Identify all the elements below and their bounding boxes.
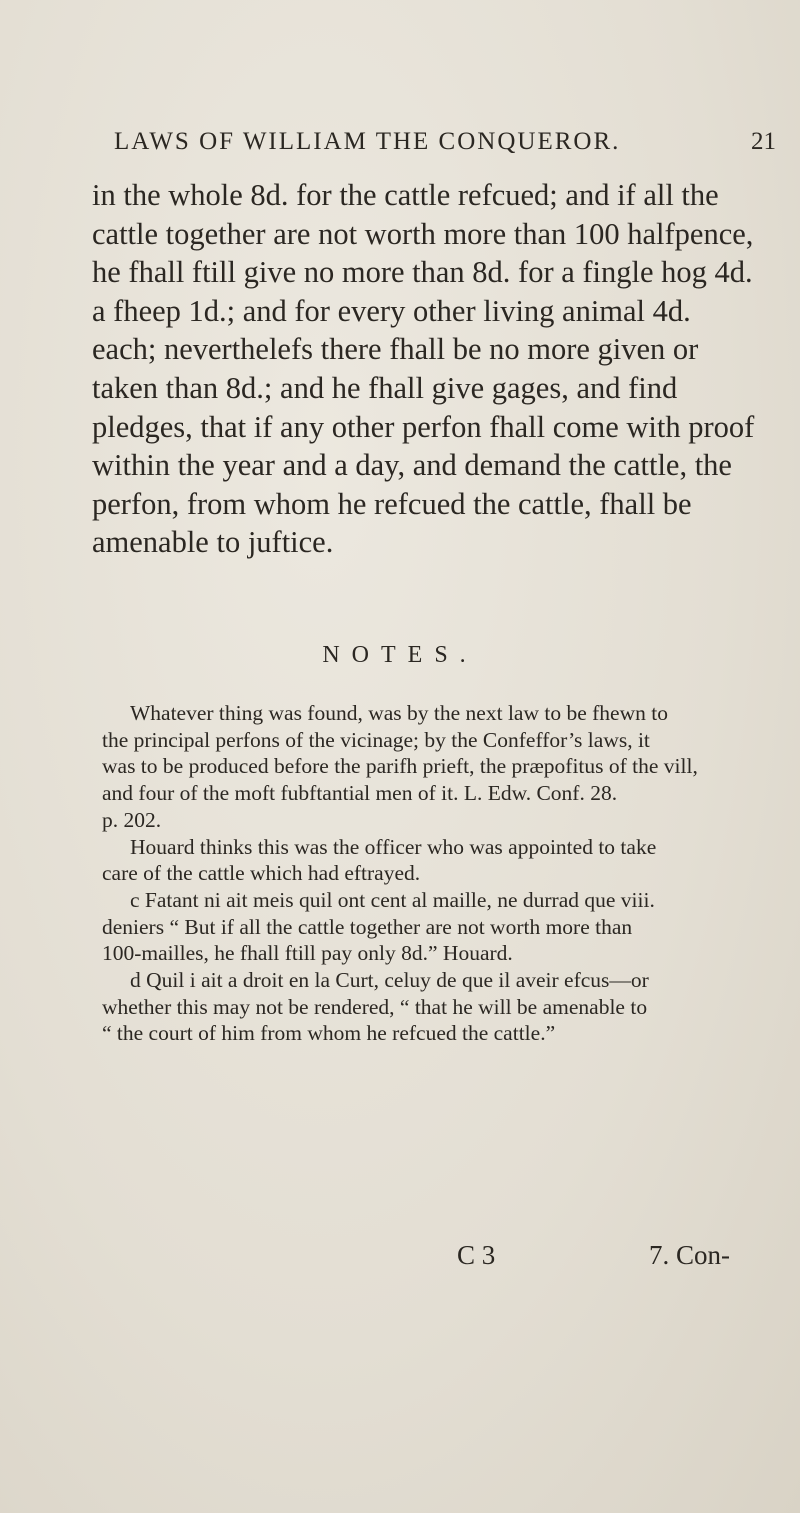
signature-mark: C 3	[457, 1240, 496, 1270]
note-line: care of the cattle which had eftrayed.	[102, 861, 421, 886]
note-line: c Fatant ni ait meis quil ont cent al maille, ne durrad que viii.	[130, 887, 655, 912]
note-line: Houard thinks this was the officer who was appointed to take	[130, 834, 657, 859]
page-footer	[0, 1240, 800, 1280]
text-line: cattle together are not worth more than 100 halfpence,	[92, 216, 754, 251]
note-line: and four of the moft fubftantial men of it. L. Edw. Conf. 28.	[102, 781, 618, 806]
text-line: perfon, from whom he refcued the cattle, fhall be	[92, 486, 692, 521]
note-line: p. 202.	[102, 807, 162, 832]
text-line: each; neverthelefs there fhall be no more given or	[92, 332, 699, 367]
text-line: taken than 8d.; and he fhall give gages, and find	[92, 370, 678, 405]
page-header	[114, 128, 784, 164]
text-line: amenable to juftice.	[92, 525, 334, 560]
main-text	[92, 176, 782, 562]
notes-heading: NOTES.	[322, 642, 478, 668]
note-line: “ the court of him from whom he refcued the cattle.”	[102, 1021, 556, 1046]
notes-text	[102, 700, 782, 1047]
text-line: in the whole 8d. for the cattle refcued; and if all the	[92, 178, 719, 212]
text-line: within the year and a day, and demand the cattle, the	[92, 448, 732, 483]
note-line: deniers “ But if all the cattle together are not worth more than	[102, 914, 633, 939]
note-line: 100-mailles, he fhall ftill pay only 8d.” Houard.	[102, 941, 513, 966]
page-number: 21	[751, 128, 776, 155]
note-line: Whatever thing was found, was by the next law to be fhewn to	[130, 701, 668, 725]
note-line: d Quil i ait a droit en la Curt, celuy de que il aveir efcus—or	[130, 968, 649, 993]
text-line: a fheep 1d.; and for every other living animal 4d.	[92, 293, 691, 328]
note-line: was to be produced before the parifh prieft, the præpofitus of the vill,	[102, 754, 698, 779]
note-line: whether this may not be rendered, “ that he will be amenable to	[102, 994, 648, 1019]
text-line: he fhall ftill give no more than 8d. for a fingle hog 4d.	[92, 255, 753, 290]
note-line: the principal perfons of the vicinage; by the Confeffor’s laws, it	[102, 727, 650, 752]
catchword: 7. Con-	[649, 1240, 730, 1270]
running-title: LAWS OF WILLIAM THE CONQUEROR.	[114, 128, 621, 155]
text-line: pledges, that if any other perfon fhall come with proof	[92, 409, 755, 444]
